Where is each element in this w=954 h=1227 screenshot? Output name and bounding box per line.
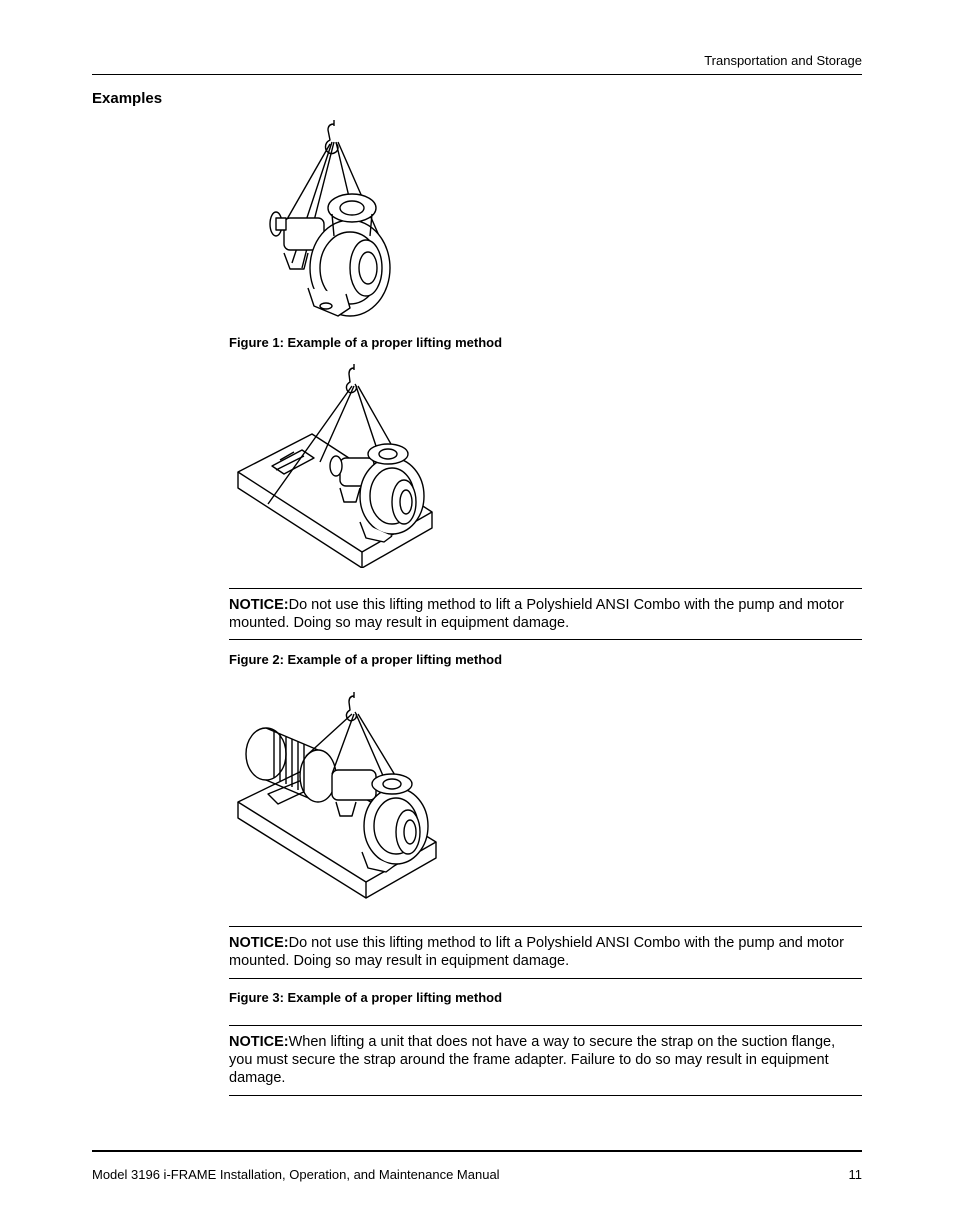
notice-2-text: Do not use this lifting method to lift a Polyshield ANSI Combo with the pump and motor mounted. Doing so may result in equipment damage. [229,935,844,969]
notice-1-text: Do not use this lifting method to lift a Polyshield ANSI Combo with the pump and motor mounted. Doing so may result in equipment damage. [229,597,844,631]
notice-2 [229,926,862,979]
footer-manual-title: Model 3196 i-FRAME Installation, Operation, and Maintenance Manual [92,1167,500,1182]
running-header: Transportation and Storage [704,53,862,68]
header-rule [92,74,862,75]
notice-1-label: NOTICE: [229,597,289,613]
figure-2-illustration [236,362,436,568]
page-number: 11 [848,1167,862,1182]
figure-1-illustration [262,118,397,328]
notice-1 [229,588,862,640]
notice-2-label: NOTICE: [229,935,289,951]
figure-3-caption: Figure 3: Example of a proper lifting method [229,990,503,1005]
figure-2-caption: Figure 2: Example of a proper lifting method [229,652,503,667]
figure-3-illustration [236,690,438,900]
figure-1-caption: Figure 1: Example of a proper lifting method [229,335,503,350]
section-heading: Examples [92,90,163,107]
footer-rule [92,1150,862,1152]
notice-3-label: NOTICE: [229,1034,289,1050]
notice-3 [229,1025,862,1096]
notice-3-text: When lifting a unit that does not have a way to secure the strap on the suction flange, you must secure the strap around the frame adapter. Failure to do so may result in equipment damage. [229,1034,836,1086]
